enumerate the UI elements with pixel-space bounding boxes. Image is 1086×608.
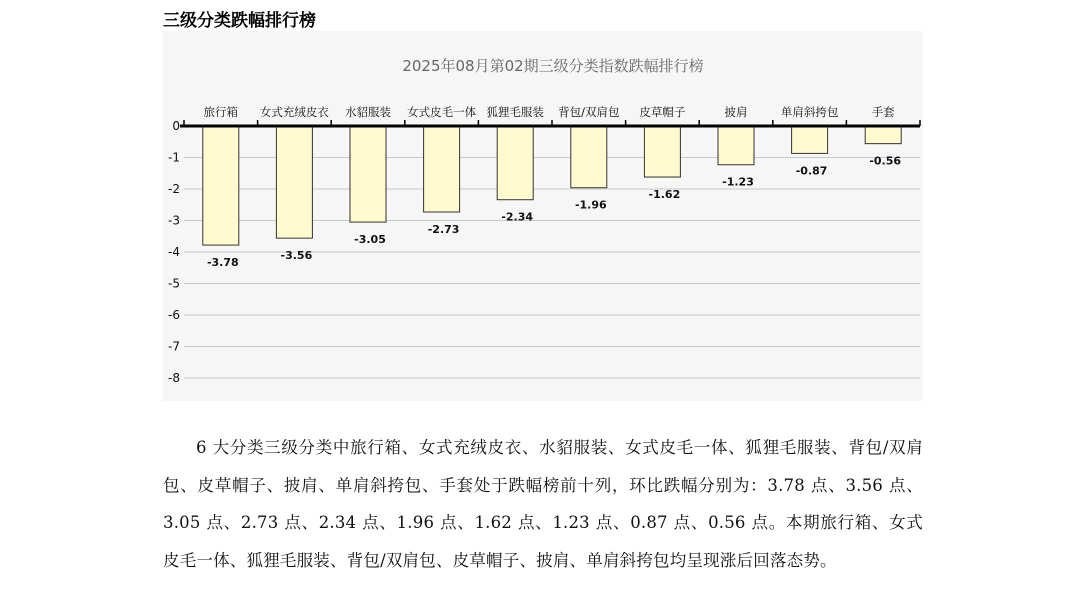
data-label: -2.34 — [501, 210, 534, 224]
y-tick-label: -5 — [168, 276, 180, 291]
bar — [792, 126, 828, 153]
data-label: -0.56 — [869, 154, 902, 168]
y-tick-label: -7 — [168, 339, 180, 354]
decline-bar-chart — [163, 31, 923, 401]
category-label: 狐狸毛服装 — [486, 105, 544, 119]
bar — [571, 126, 607, 188]
bar — [497, 126, 533, 200]
bars — [203, 126, 901, 245]
data-label: -1.23 — [722, 175, 754, 189]
bar — [718, 126, 754, 165]
bar — [424, 126, 460, 212]
category-label: 披肩 — [724, 105, 748, 119]
data-label: -1.62 — [648, 188, 681, 202]
y-tick-label: -3 — [168, 213, 180, 228]
category-label: 手套 — [871, 105, 895, 119]
chart-title: 2025年08月第02期三级分类指数跌幅排行榜 — [402, 57, 704, 75]
category-label: 旅行箱 — [203, 105, 239, 119]
bar — [865, 126, 901, 144]
category-label: 皮草帽子 — [639, 105, 686, 119]
y-tick-label: -4 — [168, 245, 180, 259]
data-label: -0.87 — [795, 164, 828, 178]
chart-panel — [163, 31, 923, 401]
y-tick-label: -8 — [168, 371, 180, 385]
category-label: 水貂服装 — [345, 105, 391, 119]
category-label: 背包/双肩包 — [558, 105, 620, 119]
category-label: 女式充绒皮衣 — [259, 105, 329, 119]
data-label: -3.78 — [206, 256, 239, 270]
category-label: 女式皮毛一体 — [407, 105, 477, 119]
x-axis — [180, 120, 920, 126]
summary-paragraph: 6 大分类三级分类中旅行箱、女式充绒皮衣、水貂服装、女式皮毛一体、狐狸毛服装、背包/双肩包、皮草帽子、披肩、单肩斜挎包、手套处于跌幅榜前十列，环比跌幅分别为：3.78 点、3.56 点、3.05 点、2.73 点、2.34 点、1.96 点、1.62 点、1.23 点、0.87 点、0.56 点。本期旅行箱、女式皮毛一体、狐狸毛服装、背包/双肩包、皮草帽子、披肩、单肩斜挎包均呈现涨后回落态势。 — [163, 438, 923, 570]
category-label: 单肩斜挎包 — [780, 105, 839, 119]
y-tick-label: -2 — [168, 182, 180, 196]
section-title: 三级分类跌幅排行榜 — [163, 11, 316, 31]
bar — [203, 126, 239, 245]
y-tick-label: 0 — [172, 119, 180, 133]
y-tick-label: -6 — [168, 308, 180, 322]
bar — [644, 126, 680, 177]
bar — [350, 126, 386, 222]
data-label: -3.56 — [280, 249, 313, 263]
data-label: -3.05 — [354, 233, 386, 247]
y-tick-label: -1 — [168, 150, 180, 165]
data-label: -2.73 — [427, 222, 460, 236]
bar — [276, 126, 312, 238]
data-label: -1.96 — [574, 198, 607, 212]
